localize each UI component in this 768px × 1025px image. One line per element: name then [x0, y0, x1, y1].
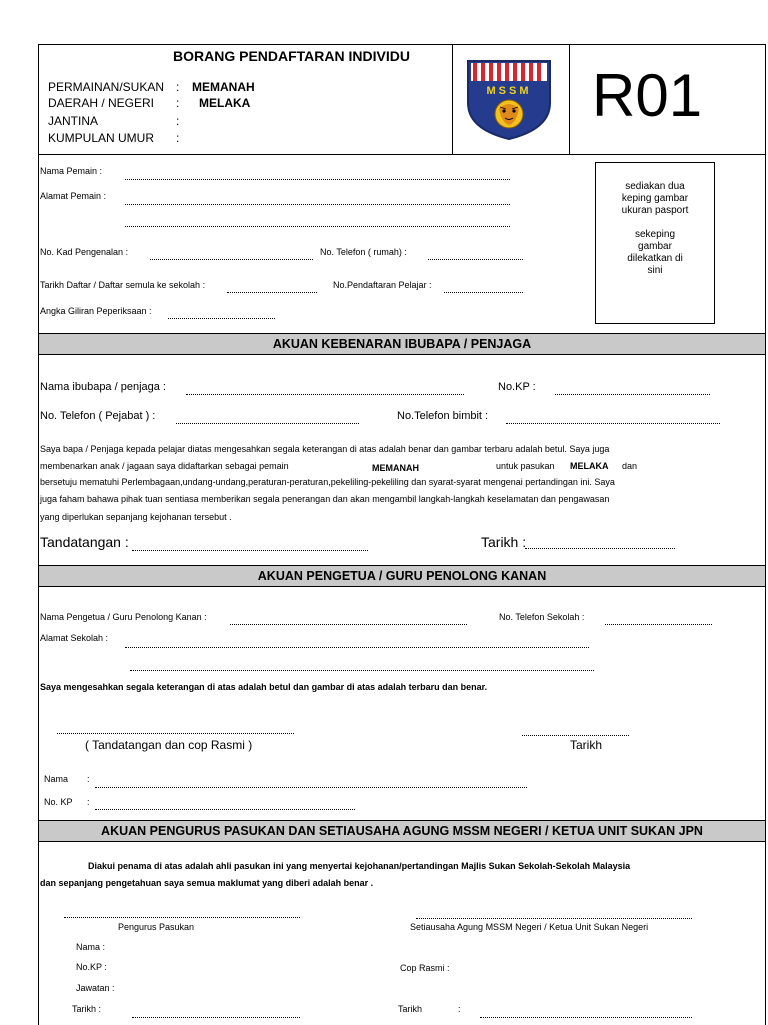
tandatangan-ibubapa-field[interactable]	[132, 550, 368, 551]
label-angka-giliran: Angka Giliran Peperiksaan :	[40, 306, 152, 316]
tarikh-daftar-field[interactable]	[227, 292, 317, 293]
photo-line: sini	[647, 265, 663, 276]
label-nama-pengurus: Nama :	[76, 942, 106, 952]
alamat-sekolah-field-2[interactable]	[130, 670, 594, 671]
label-nama-pemain: Nama Pemain :	[40, 166, 103, 176]
principal-statement: Saya mengesahkan segala keterangan di atas adalah betul dan gambar di atas adalah terbaru dan benar.	[40, 682, 488, 692]
sep-no-kp-pengetua: :	[87, 797, 90, 807]
tarikh-pengurus-field[interactable]	[132, 1017, 300, 1018]
label-setiausaha: Setiausaha Agung MSSM Negeri / Ketua Unit Sukan Negeri	[410, 922, 649, 932]
tarikh-pengetua-field[interactable]	[522, 735, 629, 736]
tandatangan-setiausaha-field[interactable]	[416, 918, 692, 919]
parent-declaration-line-5: yang diperlukan sepanjang kejohanan tersebut .	[40, 512, 232, 522]
field-label-sukan: PERMAINAN/SUKAN	[48, 80, 165, 94]
form-code: R01	[592, 62, 703, 129]
photo-line: dilekatkan di	[627, 253, 683, 264]
field-sep-negeri: :	[176, 96, 180, 110]
telefon-sekolah-field[interactable]	[605, 624, 712, 625]
label-no-kp-pengetua: No. KP	[44, 797, 73, 807]
parent-declaration-untuk: untuk pasukan	[496, 461, 555, 471]
alamat-sekolah-field-1[interactable]	[125, 647, 589, 648]
label-jawatan-pengurus: Jawatan :	[76, 983, 115, 993]
label-alamat-pemain: Alamat Pemain :	[40, 191, 107, 201]
nama-pengetua-field-2[interactable]	[95, 787, 527, 788]
nama-pemain-field[interactable]	[125, 179, 510, 180]
section-heading-pengurus: AKUAN PENGURUS PASUKAN DAN SETIAUSAHA AGUNG MSSM NEGERI / KETUA UNIT SUKAN JPN	[39, 820, 765, 842]
label-pengurus-pasukan: Pengurus Pasukan	[118, 922, 195, 932]
photo-line: sekeping	[634, 229, 676, 240]
label-nokp-pengurus: No.KP :	[76, 962, 107, 972]
label-telefon-rumah: No. Telefon ( rumah) :	[320, 247, 407, 257]
kad-pengenalan-field[interactable]	[150, 259, 313, 260]
parent-declaration-dan: dan	[622, 461, 638, 471]
parent-declaration-line-1: Saya bapa / Penjaga kepada pelajar diatas mengesahkan segala keterangan di atas adalah benar dan gambar terbaru adalah betul. Saya juga	[40, 444, 610, 454]
parent-declaration-line-4: juga faham bahawa pihak tuan sentiasa memberikan segala penerangan dan akan mengambil langkah-langkah keselamatan dan pengawasan	[40, 494, 610, 504]
nama-ibubapa-field[interactable]	[186, 394, 464, 395]
label-nama-pengetua-2: Nama	[44, 774, 69, 784]
tarikh-ibubapa-field[interactable]	[525, 548, 675, 549]
header-divider-2	[569, 44, 570, 154]
label-telefon-sekolah: No. Telefon Sekolah :	[499, 612, 585, 622]
field-value-sukan: MEMANAH	[192, 80, 255, 94]
label-cop-rasmi: Cop Rasmi :	[400, 963, 450, 973]
photo-box	[595, 162, 715, 324]
field-label-jantina: JANTINA	[48, 114, 99, 128]
photo-line	[596, 217, 714, 229]
tandatangan-pengurus-field[interactable]	[64, 917, 300, 918]
label-telefon-pejabat: No. Telefon ( Pejabat ) :	[40, 410, 156, 422]
manager-statement-line-1: Diakui penama di atas adalah ahli pasukan ini yang menyertai kejohanan/pertandingan Majlis Sukan Sekolah-Sekolah Malaysia	[88, 861, 631, 871]
photo-line: gambar	[638, 241, 672, 252]
sep-nama-pengetua-2: :	[87, 774, 90, 784]
field-sep-umur: :	[176, 131, 180, 145]
header-bottom-rule	[38, 154, 766, 155]
label-kad-pengenalan: No. Kad Pengenalan :	[40, 247, 129, 257]
label-nama-ibubapa: Nama ibubapa / penjaga :	[40, 381, 166, 393]
form-title: BORANG PENDAFTARAN INDIVIDU	[173, 48, 410, 64]
section-heading-pengetua: AKUAN PENGETUA / GURU PENOLONG KANAN	[39, 565, 765, 587]
label-tandatangan-ibubapa: Tandatangan :	[40, 534, 129, 550]
alamat-pemain-field-2[interactable]	[125, 226, 510, 227]
logo-text: MSSM	[486, 85, 532, 97]
photo-line: ukuran pasport	[621, 205, 689, 216]
field-label-negeri: DAERAH / NEGERI	[48, 96, 155, 110]
field-value-negeri: MELAKA	[199, 96, 251, 110]
telefon-rumah-field[interactable]	[428, 259, 523, 260]
alamat-pemain-field-1[interactable]	[125, 204, 510, 205]
tarikh-setiausaha-field[interactable]	[480, 1017, 692, 1018]
label-tandatangan-cop: ( Tandatangan dan cop Rasmi )	[85, 738, 253, 752]
sep-tarikh-setiausaha: :	[458, 1004, 461, 1014]
no-kp-ibubapa-field[interactable]	[555, 394, 710, 395]
label-alamat-sekolah: Alamat Sekolah :	[40, 633, 109, 643]
field-sep-sukan: :	[176, 80, 180, 94]
mssm-shield-logo	[466, 59, 552, 141]
photo-line: sediakan dua	[625, 181, 685, 192]
parent-declaration-team: MELAKA	[570, 461, 609, 471]
label-tarikh-setiausaha: Tarikh	[398, 1004, 423, 1014]
label-tarikh-pengetua: Tarikh	[570, 738, 603, 752]
angka-giliran-field[interactable]	[168, 318, 275, 319]
label-nama-pengetua: Nama Pengetua / Guru Penolong Kanan :	[40, 612, 207, 622]
field-label-umur: KUMPULAN UMUR	[48, 131, 155, 145]
label-telefon-bimbit: No.Telefon bimbit :	[397, 410, 489, 422]
telefon-bimbit-field[interactable]	[506, 423, 720, 424]
no-pendaftaran-field[interactable]	[444, 292, 523, 293]
nama-pengetua-field[interactable]	[230, 624, 467, 625]
label-tarikh-daftar: Tarikh Daftar / Daftar semula ke sekolah :	[40, 280, 206, 290]
field-sep-jantina: :	[176, 114, 180, 128]
section-heading-ibubapa: AKUAN KEBENARAN IBUBAPA / PENJAGA	[39, 333, 765, 355]
tandatangan-pengetua-field[interactable]	[57, 733, 294, 734]
manager-statement-line-2: dan sepanjang pengetahuan saya semua maklumat yang diberi adalah benar .	[40, 878, 374, 888]
label-tarikh-ibubapa: Tarikh :	[481, 534, 527, 550]
label-no-pendaftaran: No.Pendaftaran Pelajar :	[333, 280, 432, 290]
parent-declaration-sport: MEMANAH	[372, 463, 419, 473]
header-divider-1	[452, 44, 453, 154]
telefon-pejabat-field[interactable]	[176, 423, 359, 424]
photo-line: keping gambar	[621, 193, 689, 204]
parent-declaration-line-2: membenarkan anak / jagaan saya didaftarkan sebagai pemain	[40, 461, 289, 471]
parent-declaration-line-3: bersetuju mematuhi Perlembagaan,undang-undang,peraturan-peraturan,pekeliling-pekeliling dan syarat-syarat mengenai pertandingan ini. Saya	[40, 477, 615, 487]
label-no-kp-ibubapa: No.KP :	[498, 381, 536, 393]
label-tarikh-pengurus: Tarikh :	[72, 1004, 102, 1014]
no-kp-pengetua-field[interactable]	[95, 809, 355, 810]
